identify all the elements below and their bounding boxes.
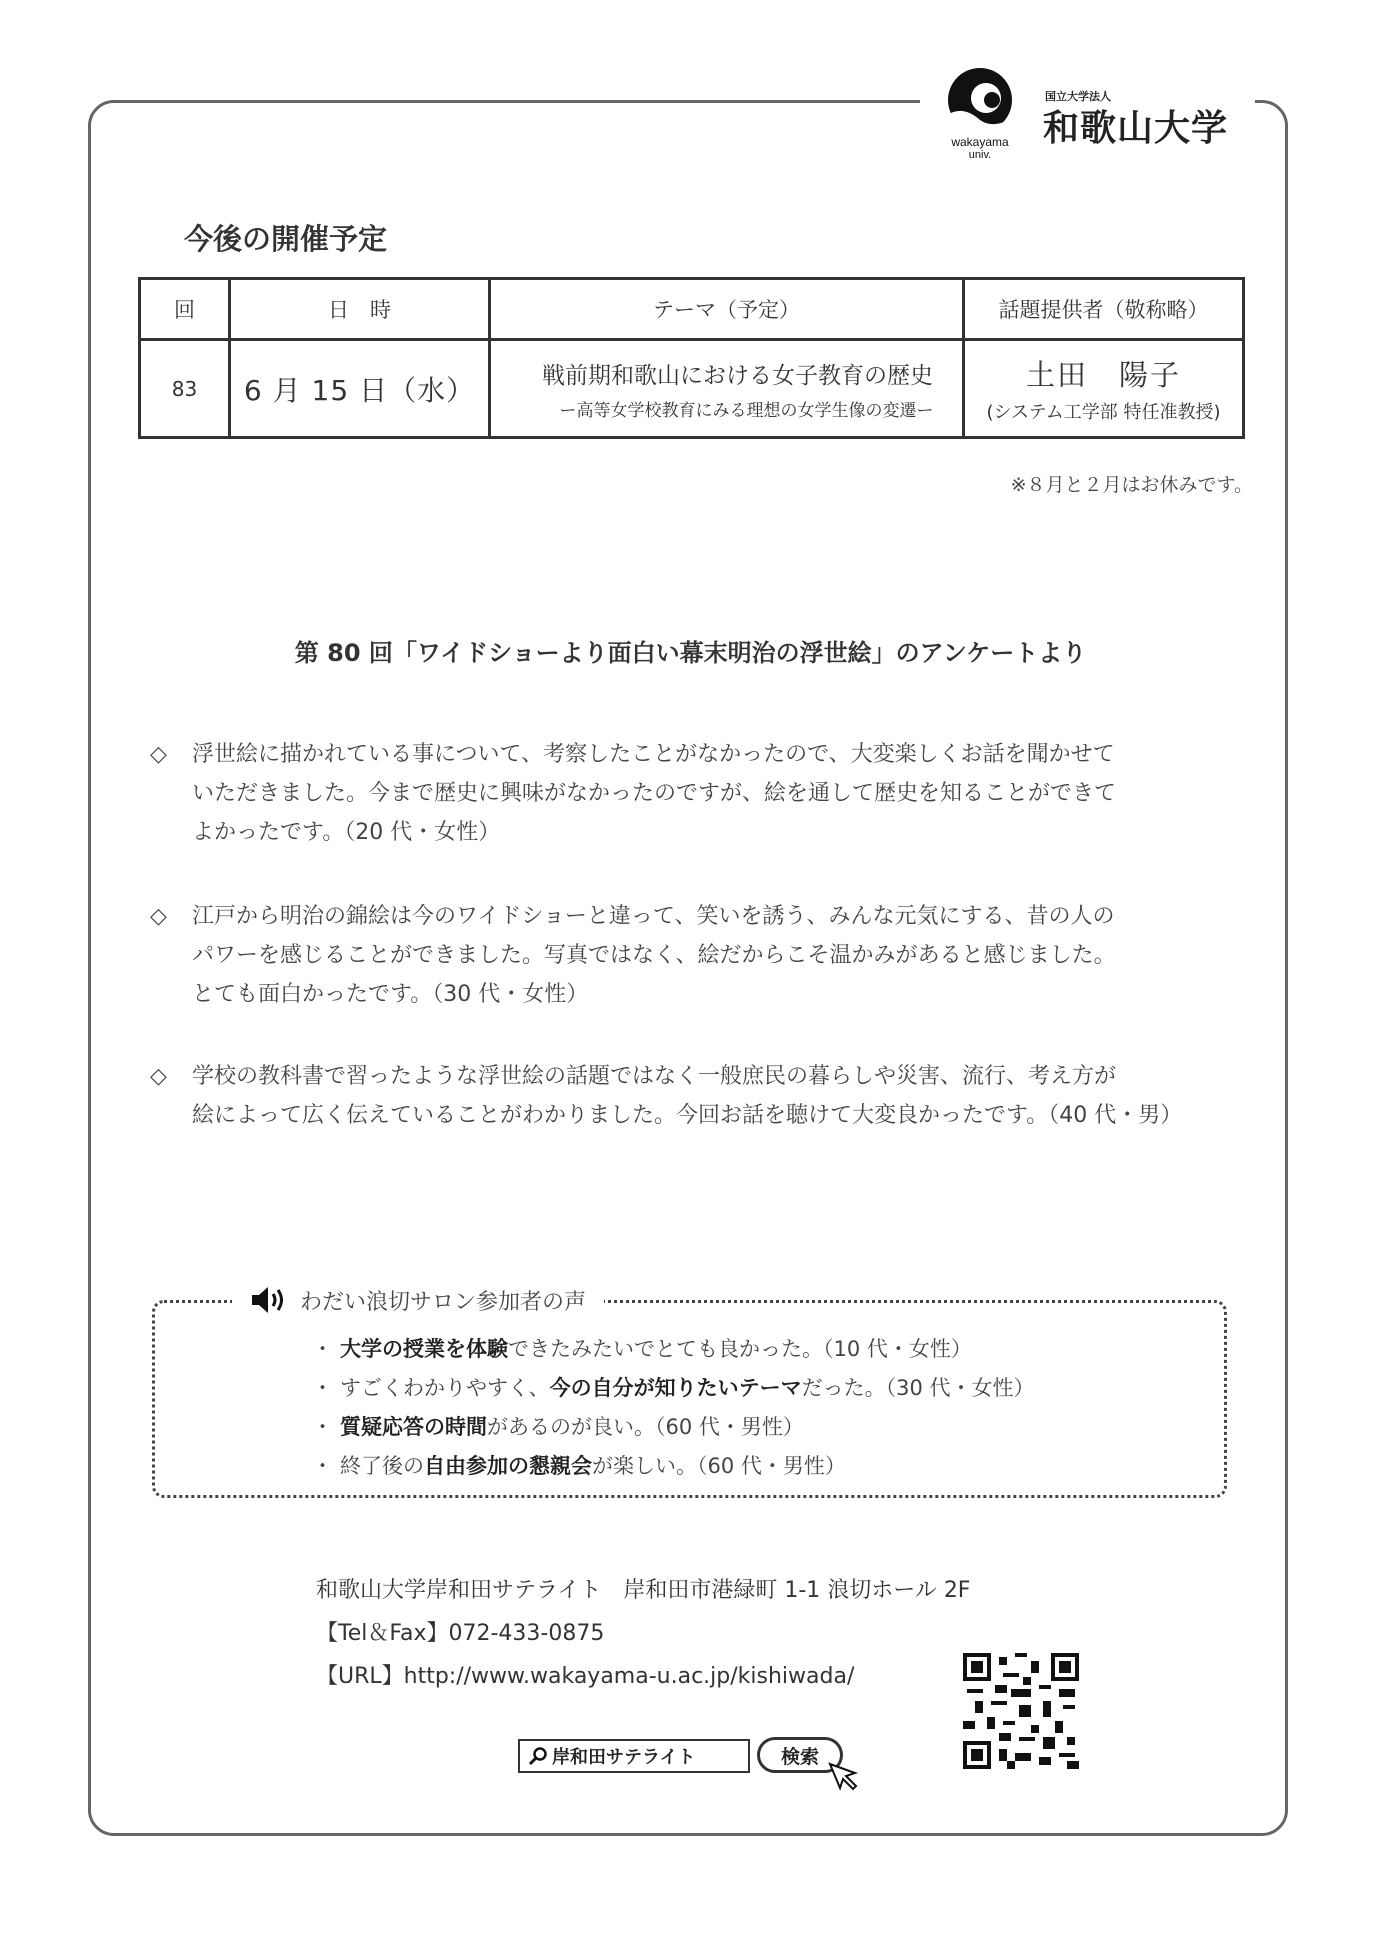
session-theme — [490, 340, 964, 438]
header-no: 回 — [140, 279, 230, 340]
search-button[interactable]: 検索 — [757, 1737, 843, 1773]
voice-text-rest: が楽しい。（60 代・男性） — [592, 1454, 846, 1478]
table-header-row — [140, 279, 1244, 340]
bullet-dot: ・ — [312, 1376, 333, 1400]
survey-comment — [150, 735, 1250, 852]
list-item — [312, 1330, 1035, 1369]
voice-text-pre: すごくわかりやすく、 — [340, 1376, 550, 1400]
voices-title: わだい浪切サロン参加者の声 — [300, 1289, 587, 1315]
contact-url[interactable]: 【URL】http://www.wakayama-u.ac.jp/kishiwada/ — [316, 1664, 855, 1689]
survey-comment — [150, 1057, 1250, 1135]
wakayama-logo-icon — [932, 60, 1032, 160]
diamond-bullet-icon: ◇ — [150, 1064, 167, 1089]
voice-text-bold: 大学の授業を体験 — [340, 1337, 508, 1361]
diamond-bullet-icon: ◇ — [150, 742, 167, 767]
voice-text-rest: があるのが良い。（60 代・男性） — [487, 1415, 804, 1439]
bullet-dot: ・ — [312, 1454, 333, 1478]
session-number: 83 — [140, 340, 230, 438]
theme-sub: ー高等女学校教育にみる理想の女学生像の変遷ー — [559, 400, 934, 421]
session-date: 6 月 15 日（水） — [230, 340, 490, 438]
voices-header — [232, 1278, 604, 1322]
search-query: 岸和田サテライト — [552, 1747, 696, 1768]
svg-text:univ.: univ. — [968, 149, 992, 160]
header-theme: テーマ（予定） — [490, 279, 964, 340]
bullet-dot: ・ — [312, 1415, 333, 1439]
search-input[interactable] — [518, 1739, 750, 1773]
voice-text-bold: 自由参加の懇親会 — [424, 1454, 592, 1478]
bullet-dot: ・ — [312, 1337, 333, 1361]
voice-text-pre: 終了後の — [340, 1454, 424, 1478]
svg-text:wakayama: wakayama — [951, 135, 1009, 149]
voices-list — [312, 1330, 1035, 1486]
list-item — [312, 1369, 1035, 1408]
speaker-role: (システム工学部 特任准教授) — [986, 402, 1221, 423]
list-item — [312, 1408, 1035, 1447]
voice-text-bold: 今の自分が知りたいテーマ — [549, 1376, 802, 1400]
schedule-note: ※８月と２月はお休みです。 — [1010, 474, 1253, 496]
speaker-name: 土田 陽子 — [1025, 358, 1181, 392]
session-speaker — [964, 340, 1244, 438]
survey-title: 第 80 回「ワイドショーより面白い幕末明治の浮世絵」のアンケートより — [294, 639, 1087, 667]
voice-text-rest: だった。（30 代・女性） — [801, 1376, 1035, 1400]
survey-comment — [150, 897, 1250, 1014]
speaker-icon — [250, 1284, 286, 1316]
cursor-hand-icon — [826, 1760, 860, 1794]
table-row — [140, 340, 1244, 438]
comment-text: 江戸から明治の錦絵は今のワイドショーと違って、笑いを誘う、みんな元気にする、昔の人の パワーを感じることができました。写真ではなく、絵だからこそ温かみがあると感じました。 とても面白かったです。（30 代・女性） — [192, 904, 1116, 1007]
contact-address: 和歌山大学岸和田サテライト 岸和田市港緑町 1-1 浪切ホール 2F — [316, 1578, 971, 1603]
theme-main: 戦前期和歌山における女子教育の歴史 — [542, 362, 933, 389]
logo-subtitle: 国立大学法人 — [1045, 90, 1111, 103]
list-item — [312, 1447, 1035, 1486]
contact-phone: 【Tel＆Fax】072-433-0875 — [316, 1621, 605, 1646]
voice-text-rest: できたみたいでとても良かった。（10 代・女性） — [508, 1337, 972, 1361]
voice-text-bold: 質疑応答の時間 — [340, 1415, 487, 1439]
header-speaker: 話題提供者（敬称略） — [964, 279, 1244, 340]
header-date: 日 時 — [230, 279, 490, 340]
comment-text: 学校の教科書で習ったような浮世絵の話題ではなく一般庶民の暮らしや災害、流行、考え方が 絵によって広く伝えていることがわかりました。今回お話を聴けて大変良かったです。（40 代・男） — [192, 1064, 1183, 1128]
search-icon — [528, 1746, 548, 1766]
schedule-title: 今後の開催予定 — [184, 222, 388, 256]
diamond-bullet-icon: ◇ — [150, 904, 167, 929]
comment-text: 浮世絵に描かれている事について、考察したことがなかったので、大変楽しくお話を聞かせて いただきました。今まで歴史に興味がなかったのですが、絵を通して歴史を知ることができて よかったです。（20 代・女性） — [192, 742, 1117, 845]
university-name: 和歌山大学 — [1043, 108, 1229, 149]
schedule-table — [138, 277, 1245, 439]
qr-code-icon — [963, 1653, 1079, 1769]
